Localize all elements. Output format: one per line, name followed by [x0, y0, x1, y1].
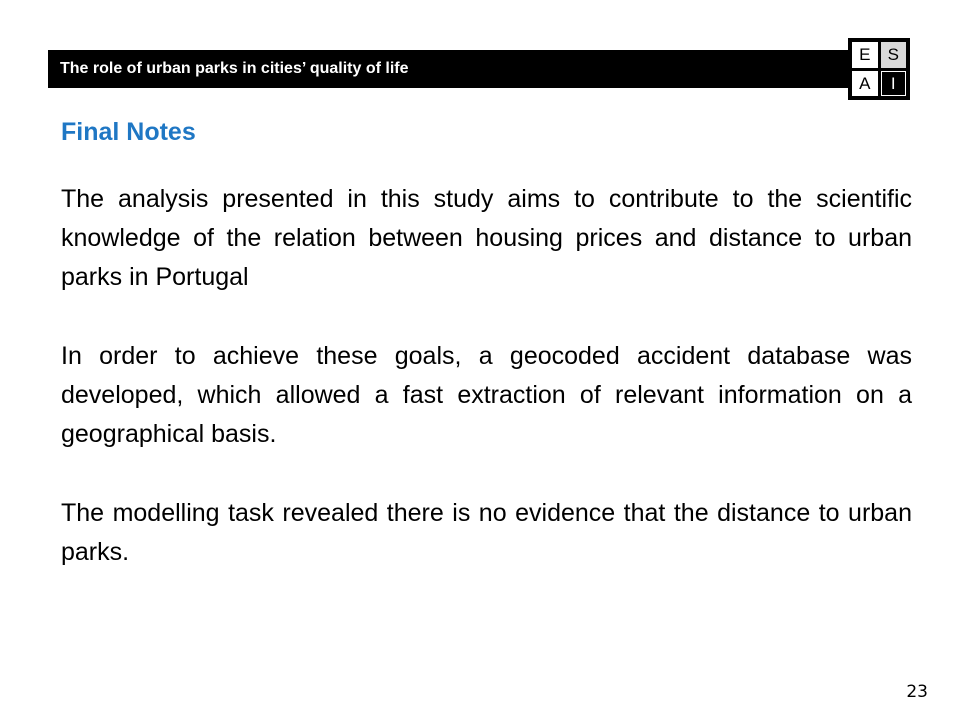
section-title: Final Notes [61, 118, 196, 146]
paragraph-database: In order to achieve these goals, a geocoded accident database was developed, which allowed a fast extraction of relevant information on a geographical basis. [61, 342, 912, 448]
page-number: 23 [906, 682, 928, 702]
paragraph-analysis: The analysis presented in this study aims to contribute to the scientific knowledge of the relation between housing prices and distance to urban parks in Portugal [61, 185, 912, 291]
header-bar [48, 50, 848, 88]
logo-cell-s: S [881, 42, 907, 68]
paragraph-modelling: The modelling task revealed there is no evidence that the distance to urban parks. [61, 499, 912, 566]
logo-cell-e: E [852, 42, 878, 68]
presentation-title: The role of urban parks in cities’ quality of life [60, 60, 409, 77]
esai-logo [848, 38, 910, 100]
logo-cell-a: A [852, 71, 878, 97]
logo-cell-i: I [881, 71, 907, 97]
body-text [61, 180, 912, 612]
